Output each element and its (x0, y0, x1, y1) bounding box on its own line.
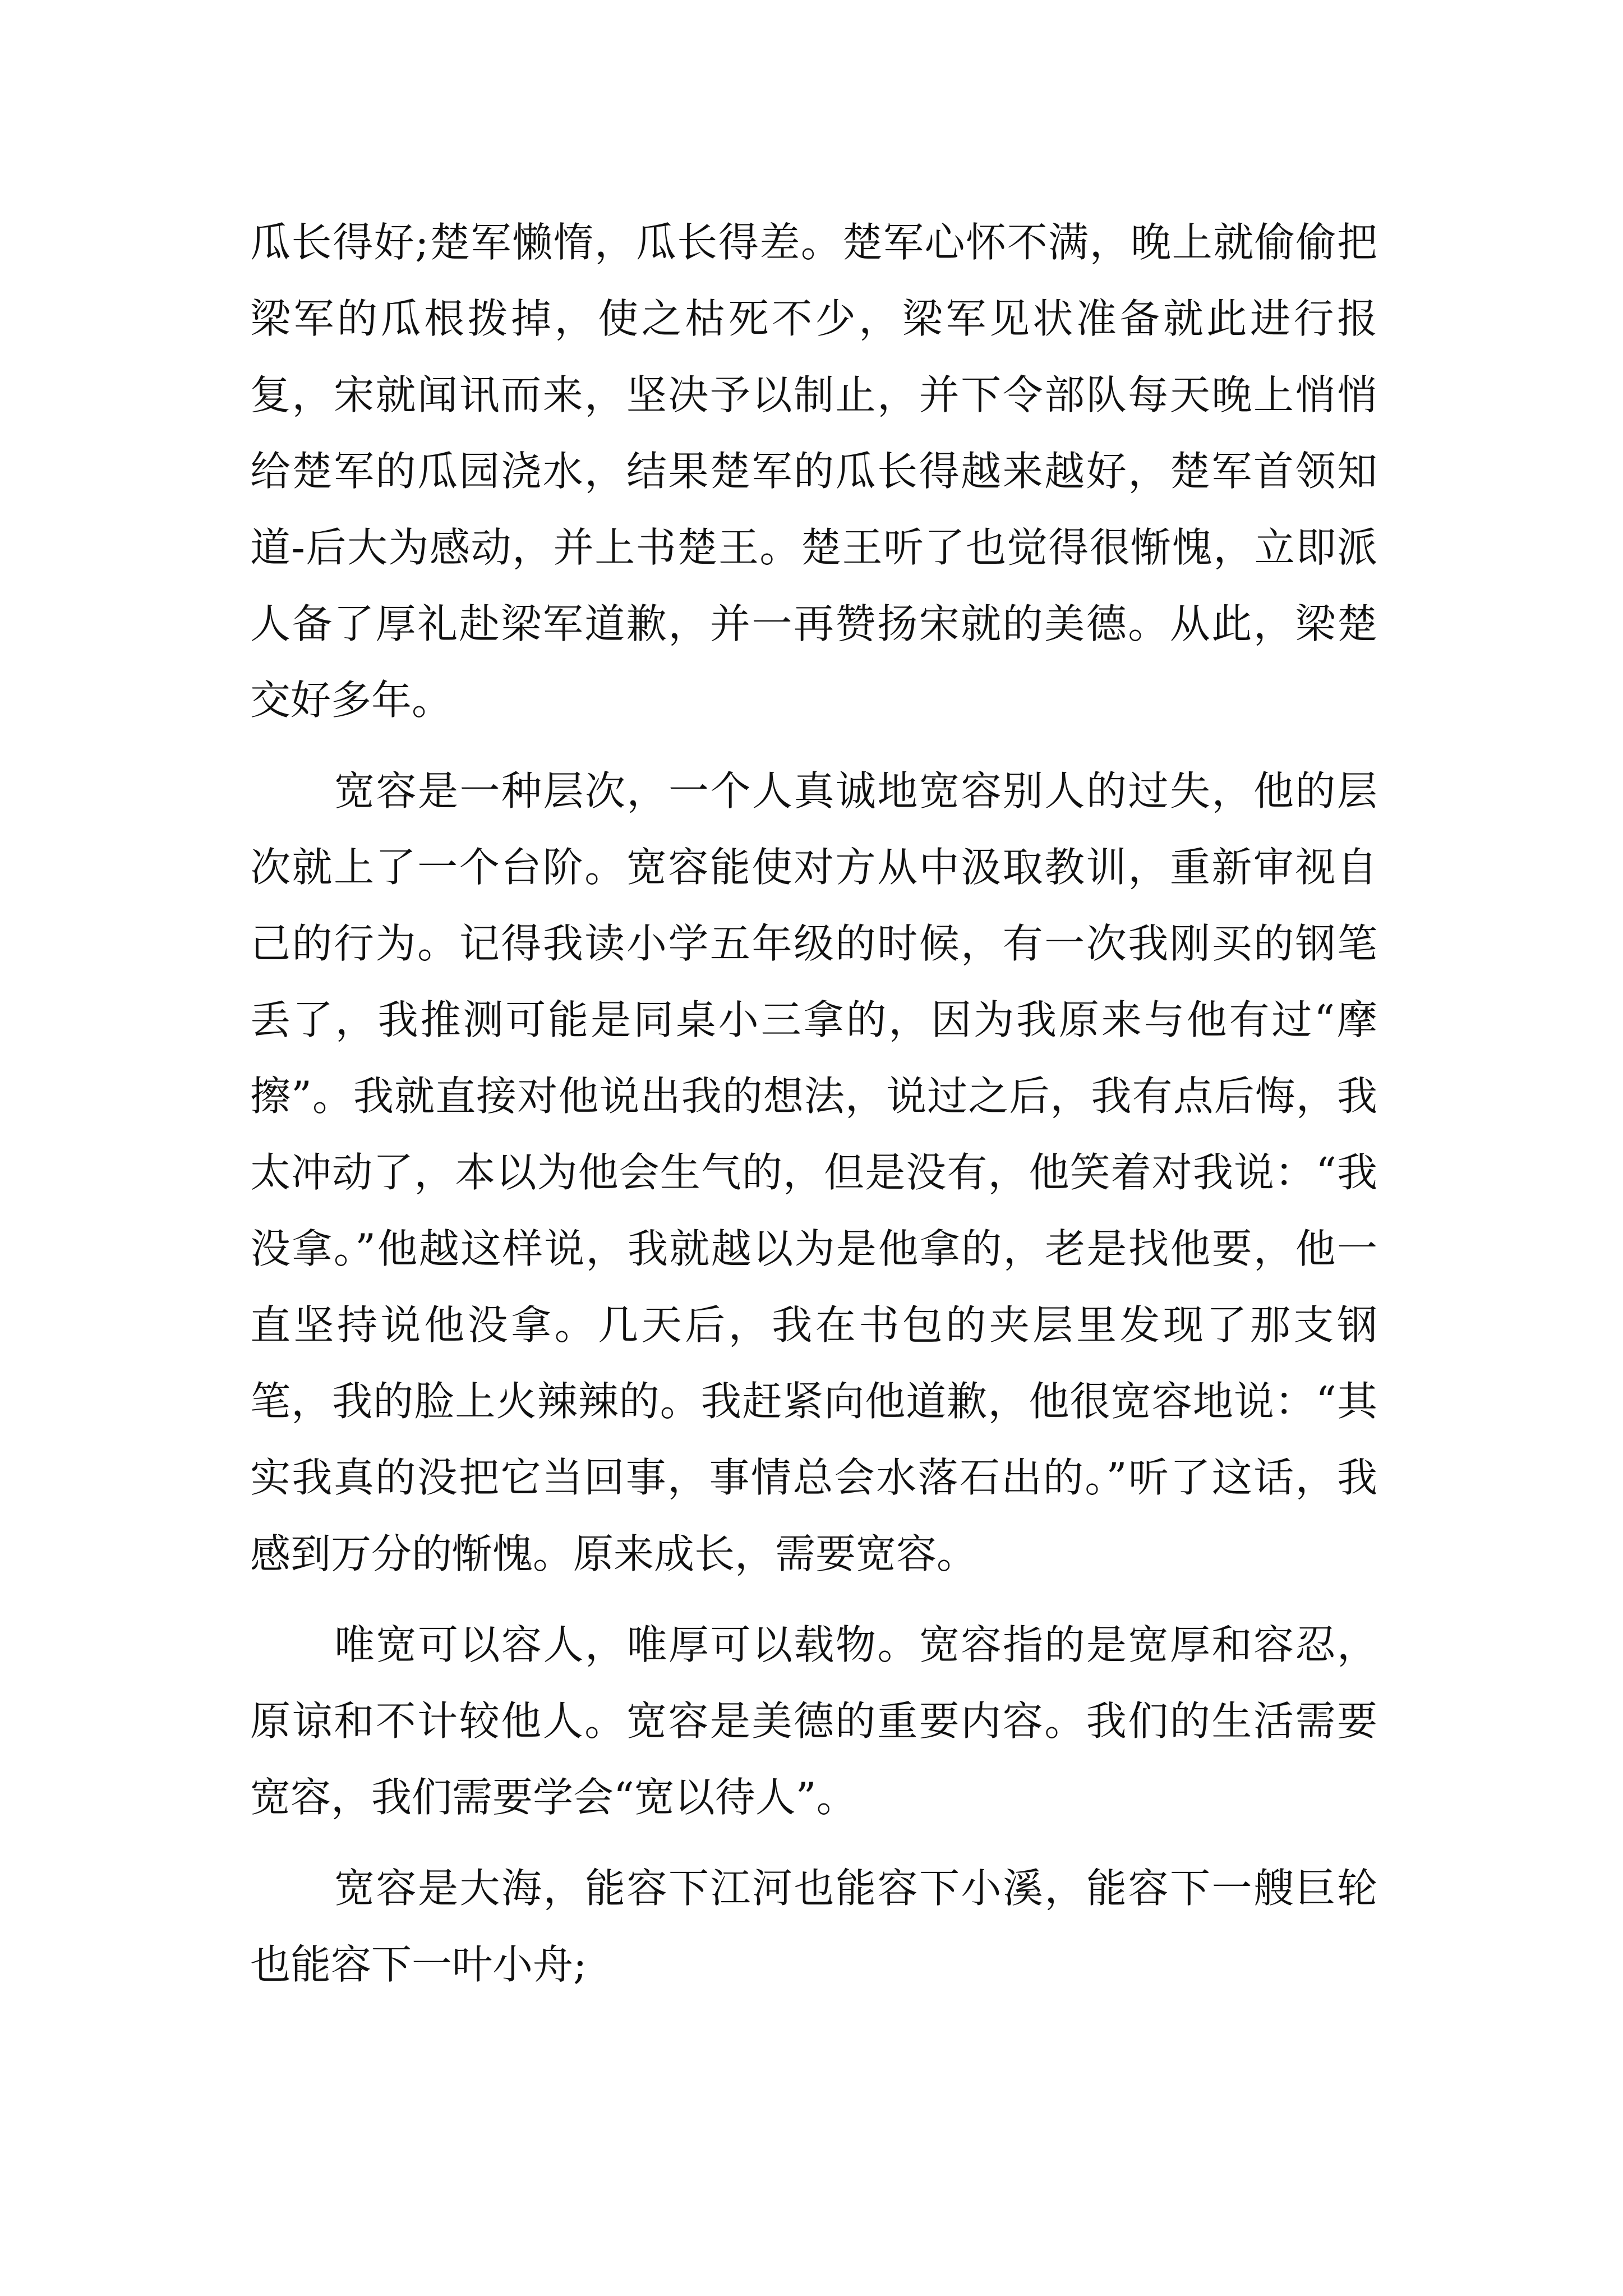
paragraph: 唯宽可以容人，唯厚可以载物。宽容指的是宽厚和容忍，原谅和不计较他人。宽容是美德的重要内容。我们的生活需要宽容，我们需要学会“宽以待人”。 (250, 1621, 1377, 1821)
paragraph: 宽容是一种层次，一个人真诚地宽容别人的过失，他的层次就上了一个台阶。宽容能使对方从中汲取教训，重新审视自己的行为。记得我读小学五年级的时候，有一次我刚买的钢笔丢了，我推测可能是同桌小三拿的，因为我原来与他有过“摩擦”。我就直接对他说出我的想法，说过之后，我有点后悔，我太冲动了，本以为他会生气的，但是没有，他笑着对我说：“我没拿。”他越这样说，我就越以为是他拿的，老是找他要，他一直坚持说他没拿。几天后，我在书包的夹层里发现了那支钢笔，我的脸上火辣辣的。我赶紧向他道歉，他很宽容地说：“其实我真的没把它当回事，事情总会水落石出的。”听了这话，我感到万分的惭愧。原来成长，需要宽容。 (250, 767, 1377, 1577)
paragraph-continued: 瓜长得好;楚军懒惰，瓜长得差。楚军心怀不满，晚上就偷偷把梁军的瓜根拨掉，使之枯死不少，梁军见状准备就此进行报复，宋就闻讯而来，坚决予以制止，并下令部队每天晚上悄悄给楚军的瓜园浇水，结果楚军的瓜长得越来越好，楚军首领知道-后大为感动，并上书楚王。楚王听了也觉得很惭愧，立即派人备了厚礼赴梁军道歉，并一再赞扬宋就的美德。从此，梁楚交好多年。 (250, 219, 1377, 724)
paragraph: 宽容是大海，能容下江河也能容下小溪，能容下一艘巨轮也能容下一叶小舟; (250, 1865, 1377, 1988)
body-text (250, 204, 1377, 2003)
